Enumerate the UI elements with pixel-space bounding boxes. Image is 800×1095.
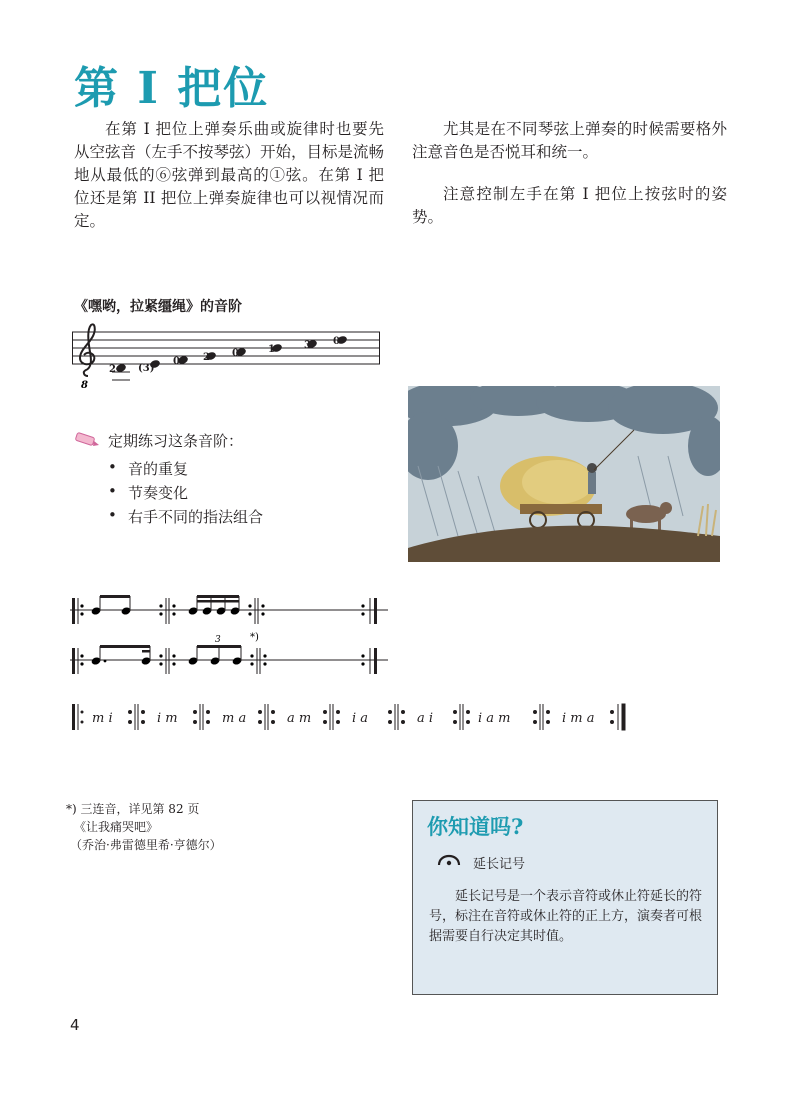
tone-paragraph: 尤其是在不同琴弦上弹奏的时候需要格外注意音色是否悦耳和统一。 bbox=[412, 120, 727, 161]
pattern-ia: i a bbox=[352, 711, 369, 726]
fingering-8: 0 bbox=[333, 336, 340, 347]
practice-heading: 定期练习这条音阶： bbox=[108, 432, 244, 450]
fingering-6: 1 bbox=[268, 344, 275, 355]
rhythm-exercises bbox=[70, 594, 390, 678]
box-text: 延长记号是一个表示音符或休止符延长的符号，标注在音符或休止符的正上方，演奏者可根据需要自行决定其时值。 bbox=[429, 889, 703, 944]
did-you-know-box bbox=[412, 800, 718, 995]
scale-staff bbox=[72, 322, 384, 392]
pattern-ima: i m a bbox=[562, 711, 595, 726]
hay-cart-illustration bbox=[408, 386, 720, 562]
pencil-icon bbox=[74, 432, 100, 448]
fingering-4: 2 bbox=[203, 352, 210, 363]
pattern-am: a m bbox=[287, 711, 312, 726]
scale-title: 《嘿哟，拉紧缰绳》的音阶 bbox=[74, 299, 242, 315]
pattern-ai: a i bbox=[417, 711, 434, 726]
pattern-im: i m bbox=[157, 711, 178, 726]
footnote-line-2: 《让我痛哭吧》 bbox=[74, 820, 159, 834]
footnote-line-3: （乔治·弗雷德里希·亨德尔） bbox=[70, 838, 222, 852]
fingering-7: 3 bbox=[304, 340, 311, 351]
practice-list bbox=[74, 458, 263, 530]
practice-section bbox=[74, 430, 263, 530]
practice-item-repeat: • 音的重复 bbox=[104, 458, 263, 482]
fingering-1: 2 bbox=[109, 364, 116, 375]
posture-paragraph: 注意控制左手在第 I 把位上按弦时的姿势。 bbox=[412, 185, 727, 226]
octave-mark: 8 bbox=[81, 380, 88, 391]
page-title: 第 I 把位 bbox=[74, 63, 270, 114]
pattern-mi: m i bbox=[92, 711, 113, 726]
fingering-3: 0 bbox=[173, 356, 180, 367]
fingering-2: (3) bbox=[138, 363, 155, 374]
box-title: 你知道吗? bbox=[427, 814, 524, 839]
pattern-ma: m a bbox=[222, 711, 247, 726]
page-number: 4 bbox=[70, 1016, 80, 1034]
triplet-mark: 3 bbox=[215, 635, 221, 645]
fermata-icon bbox=[437, 851, 461, 867]
practice-item-fingering: • 右手不同的指法组合 bbox=[104, 506, 263, 530]
fermata-label: 延长记号 bbox=[473, 857, 526, 872]
fingering-5: 0 bbox=[232, 348, 239, 359]
rhythm-row-1 bbox=[70, 595, 388, 624]
footnote-line-1: *) 三连音，详见第 82 页 bbox=[66, 802, 200, 816]
pattern-iam: i a m bbox=[478, 711, 511, 726]
rhythm-row-2 bbox=[70, 632, 388, 674]
intro-paragraph: 在第 I 把位上弹奏乐曲或旋律时也要先从空弦音（左手不按琴弦）开始，目标是流畅地从最低的⑥弦弹到最高的①弦。在第 I 把位还是第 II 把位上弹奏旋律也可以视情况而定。 bbox=[74, 120, 385, 230]
finger-patterns bbox=[70, 700, 630, 736]
footnote-mark: *) bbox=[250, 632, 259, 643]
practice-item-rhythm: • 节奏变化 bbox=[104, 482, 263, 506]
footnote bbox=[66, 800, 222, 854]
